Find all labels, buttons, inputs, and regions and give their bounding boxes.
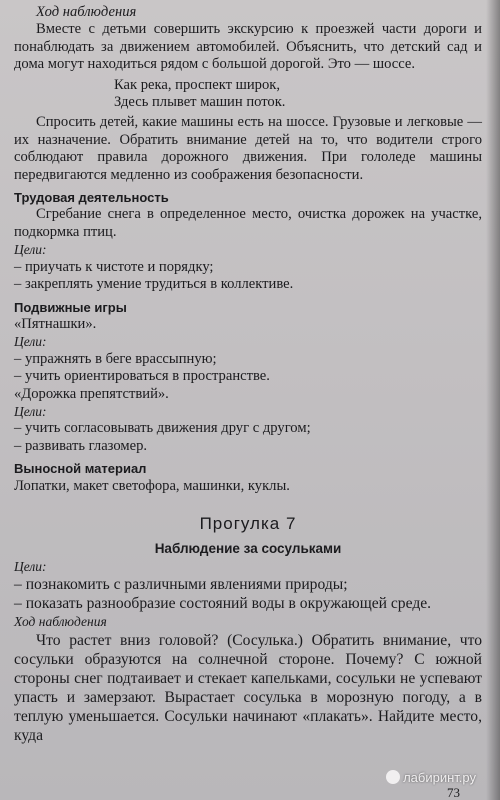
labor-goal-2: – закреплять умение трудиться в коллективе. [14, 276, 294, 293]
page-edge-shadow [486, 0, 500, 800]
poem [114, 77, 482, 112]
game-2-goals-label: Цели: [14, 403, 47, 419]
game-2-goal-2: – развивать глазомер. [14, 437, 148, 454]
walk-7-title: Прогулка 7 [199, 513, 297, 533]
labyrinth-logo-icon [386, 770, 400, 784]
watermark-text: лабиринт.ру [403, 770, 476, 785]
games-heading: Подвижные игры [14, 299, 127, 315]
poem-line-1: Как река, проспект широк, [114, 76, 281, 93]
game-1-title: «Пятнашки». [14, 315, 97, 332]
labor-text: Сгребание снега в определенное место, очистка дорожек на участке, подкормка птиц. [14, 206, 482, 240]
game-1-goals-label: Цели: [14, 334, 47, 350]
walk-7-text: Что растет вниз головой? (Сосулька.) Обратить внимание, что сосульки образуются на солнечной стороне. Почему? С южной стороны снег подтаивает и стекает капельками, сосульки не успевают упасть и замерзают. Вырастает сосулька в морозную погоду, а в теплую уменьшается. Сосульки начинают «плакать». Найдите место, куда [14, 631, 482, 744]
poem-line-2: Здесь плывет машин поток. [114, 94, 286, 111]
game-1-goal-2: – учить ориентироваться в пространстве. [14, 368, 270, 385]
watermark [386, 770, 476, 785]
walk-7-subtitle: Наблюдение за сосульками [154, 541, 342, 557]
page-content [14, 4, 482, 745]
labor-goals-label: Цели: [14, 242, 47, 258]
labor-heading: Трудовая деятельность [14, 190, 169, 206]
observation-paragraph-2: Спросить детей, какие машины есть на шоссе. Грузовые и легковые — их назначение. Обратить внимание детей на то, что водители строго соблюдают правила дорожного движения. При гололеде машины передвигаются медленно из соображения безопасности. [14, 114, 482, 183]
material-heading: Выносной материал [14, 461, 147, 477]
walk-7-goal-2: – показать разнообразие состояний воды в окружающей среде. [14, 595, 432, 613]
observation-label: Ход наблюдения [36, 4, 137, 20]
game-1-goal-1: – упражнять в беге врассыпную; [14, 350, 217, 367]
observation-paragraph-1: Вместе с детьми совершить экскурсию к проезжей части дороги и понаблюдать за движением автомобилей. Объяснить, что детский сад и дома могут находиться рядом с большой дорогой. Это — шоссе. [14, 21, 482, 73]
game-2-title: «Дорожка препятствий». [14, 385, 169, 402]
page-number: 73 [447, 785, 460, 800]
game-2-goal-1: – учить согласовывать движения друг с другом; [14, 420, 311, 437]
material-text: Лопатки, макет светофора, машинки, куклы. [14, 477, 290, 494]
walk-7-goals-label: Цели: [14, 558, 47, 574]
walk-7-goal-1: – познакомить с различными явлениями природы; [14, 576, 348, 594]
labor-goal-1: – приучать к чистоте и порядку; [14, 258, 214, 275]
walk-7-observation-label: Ход наблюдения [14, 614, 107, 630]
